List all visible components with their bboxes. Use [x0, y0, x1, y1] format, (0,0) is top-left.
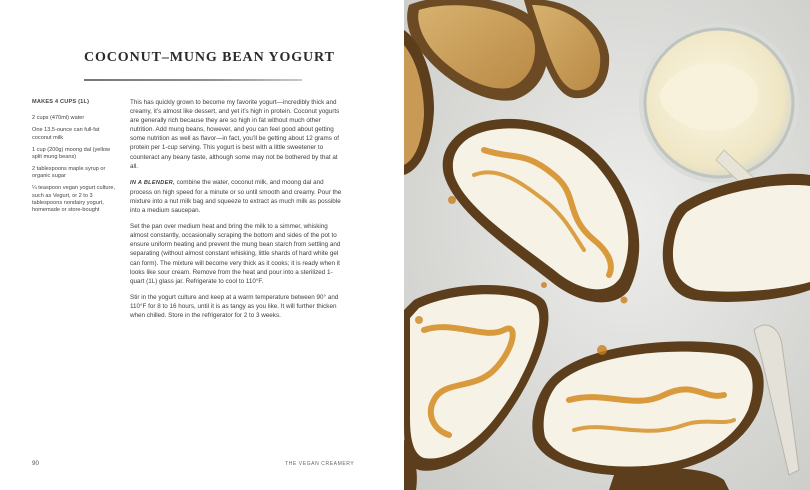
ingredient-item: One 13.5-ounce can full-fat coconut milk	[32, 127, 100, 141]
left-page	[0, 0, 404, 490]
ingredient-item: 1 cup (200g) moong dal (yellow split mung beans)	[32, 146, 111, 161]
ingredients-sidebar	[32, 99, 118, 219]
recipe-step-2: Set the pan over medium heat and bring the milk to a simmer, whisking almost constantly, occasionally scraping the bottom and sides of the pot to ensure uniform heating and prevent the mung bean starch from settling and separating (without almost constant whisking, little shards of hard white gel can form). The mixture will become very thick as it cooks; it is ready when it looks like sour cream. Remove from the heat and pour into a sterilized 1-quart (1L) glass jar. Refrigerate to cool to 110°F.	[130, 223, 341, 285]
step-1-text: combine the water, coconut milk, and moong dal and process on high speed for a minute or so until smooth and creamy. Pour the mixture into a nut milk bag and squeeze to extract as much milk as possible into a medium saucepan.	[130, 178, 342, 215]
toast-with-yogurt-and-syrup-photo	[404, 0, 810, 490]
ingredient-item: ¼ teaspoon vegan yogurt culture, such as Vegurt, or 2 to 3 tablespoons nondairy yogurt, homemade or store-bought	[32, 185, 116, 214]
recipe-body	[130, 98, 346, 327]
page-number: 90	[32, 460, 39, 467]
book-title-footer: THE VEGAN CREAMERY	[285, 461, 355, 467]
title-divider	[84, 79, 302, 81]
recipe-intro: This has quickly grown to become my favorite yogurt—incredibly thick and creamy, it’s almost like dessert, and yet it’s high in protein. Coconut yogurts are generally rich because they are so high in fat without much other nutrition. Add mung beans, however, and you can feel good about getting some nutrition as well as flavor—in fact, you’ll be getting about 12 grams of protein per 1-cup serving. This yogurt is best with a little sweetener to counteract any beany taste, although some may not be bothered by that at all.	[130, 99, 340, 170]
step-lead-in: IN A BLENDER,	[130, 179, 175, 186]
ingredient-item: 2 cups (470ml) water	[32, 115, 85, 122]
recipe-title: COCONUT–MUNG BEAN YOGURT	[84, 50, 335, 65]
recipe-step-3: Stir in the yogurt culture and keep at a warm temperature between 90° and 110°F for 8 to 16 hours, until it is as tangy as you like. It will further thicken when chilled. Store in the refrigerator for 2 to 3 weeks.	[130, 293, 339, 319]
photo-illustration	[404, 0, 810, 490]
recipe-step-1	[130, 178, 346, 215]
recipe-yield: MAKES 4 CUPS (1L)	[32, 99, 90, 105]
ingredient-item: 2 tablespoons maple syrup or organic sugar	[32, 165, 106, 180]
